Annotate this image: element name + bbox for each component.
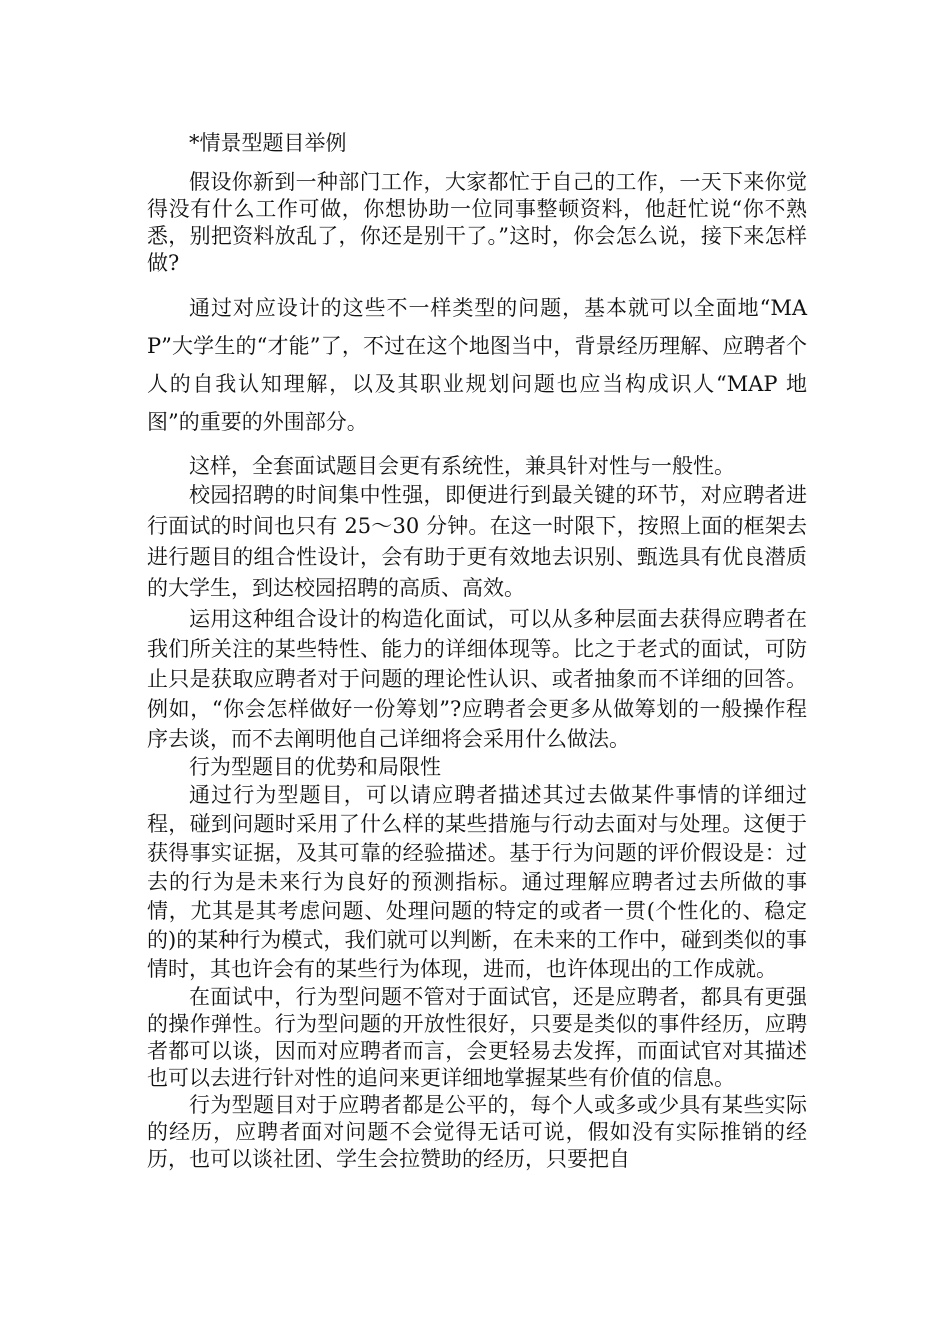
paragraph-behavioral-flexibility: 在面试中，行为型问题不管对于面试官，还是应聘者，都具有更强的操作弹性。行为型问题的开放性很好，只要是类似的事件经历，应聘者都可以谈，因而对应聘者而言，会更轻易去发挥，而面试官对其描述也可以去进行针对性的追问来更详细地掌握某些有价值的信息。 (147, 985, 807, 1090)
paragraph-campus-recruiting: 校园招聘的时间集中性强，即便进行到最关键的环节，对应聘者进行面试的时间也只有 25～30 分钟。在这一时限下，按照上面的框架去进行题目的组合性设计，会有助于更有效地去识别、甄选具有优良潜质的大学生，到达校园招聘的高质、高效。 (147, 483, 807, 600)
paragraph-structured-interview: 运用这种组合设计的构造化面试，可以从多种层面去获得应聘者在我们所关注的某些特性、能力的详细体现等。比之于老式的面试，可防止只是获取应聘者对于问题的理论性认识、或者抽象而不详细的回答。例如，“你会怎样做好一份筹划”?应聘者会更多从做筹划的一般操作程序去谈，而不去阐明他自己详细将会采用什么做法。 (147, 607, 807, 751)
paragraph-systematic: 这样，全套面试题目会更有系统性，兼具针对性与一般性。 (189, 454, 735, 478)
section-heading-scenario-example: *情景型题目举例 (189, 131, 347, 155)
paragraph-scenario-question: 假设你新到一种部门工作，大家都忙于自己的工作，一天下来你觉得没有什么工作可做，你想协助一位同事整顿资料，他赶忙说“你不熟悉，别把资料放乱了，你还是别干了。”这时，你会怎么说，接下来怎样做? (147, 170, 807, 275)
paragraph-behavioral-description: 通过行为型题目，可以请应聘者描述其过去做某件事情的详细过程，碰到问题时采用了什么样的某些措施与行动去面对与处理。这便于获得事实证据，及其可靠的经验描述。基于行为问题的评价假设是：过去的行为是未来行为良好的预测指标。通过理解应聘者过去所做的事情，尤其是其考虑问题、处理问题的特定的或者一贯(个性化的、稳定的)的某种行为模式，我们就可以判断，在未来的工作中，碰到类似的事情时，其也许会有的某些行为体现，进而，也许体现出的工作成就。 (147, 783, 807, 981)
paragraph-map-talent: 通过对应设计的这些不一样类型的问题，基本就可以全面地“MAP”大学生的“才能”了，不过在这个地图当中，背景经历理解、应聘者个人的自我认知理解，以及其职业规划问题也应当构成识人“MAP 地图”的重要的外围部分。 (147, 296, 807, 434)
section-heading-behavioral-pros-cons: 行为型题目的优势和局限性 (189, 755, 441, 779)
paragraph-behavioral-fairness: 行为型题目对于应聘者都是公平的，每个人或多或少具有某些实际的经历，应聘者面对问题不会觉得无话可说，假如没有实际推销的经历，也可以谈社团、学生会拉赞助的经历，只要把自 (147, 1093, 807, 1171)
document-page (147, 130, 807, 1173)
